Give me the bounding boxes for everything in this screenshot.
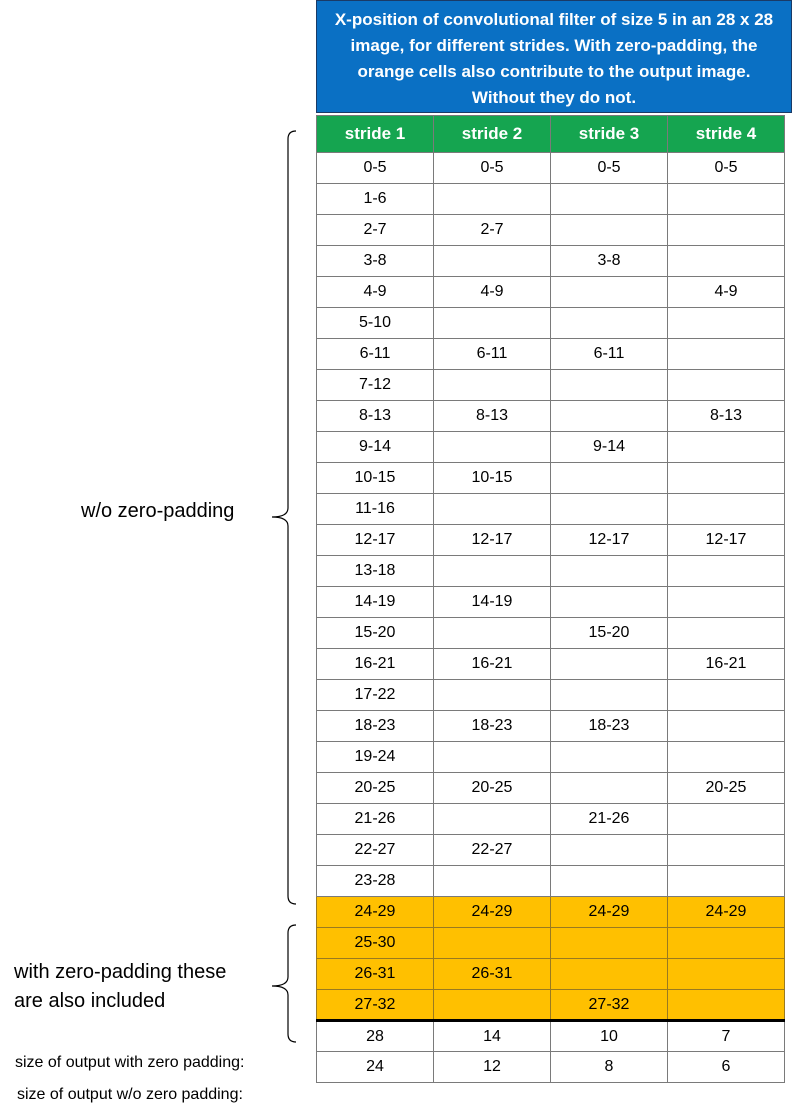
table-cell: 4-9 <box>434 277 551 308</box>
table-cell <box>551 866 668 897</box>
stride-table <box>316 115 785 1083</box>
table-row <box>317 432 785 463</box>
table-cell <box>551 370 668 401</box>
table-cell: 11-16 <box>317 494 434 525</box>
summary-label-without-padding: size of output w/o zero padding: <box>17 1086 243 1103</box>
table-row <box>317 742 785 773</box>
table-cell: 12-17 <box>434 525 551 556</box>
table-cell: 12 <box>434 1052 551 1083</box>
table-cell <box>434 556 551 587</box>
table-row <box>317 401 785 432</box>
table-cell <box>668 618 785 649</box>
table-cell <box>551 959 668 990</box>
table-cell <box>434 494 551 525</box>
header-stride-3: stride 3 <box>551 116 668 153</box>
table-cell: 24-29 <box>317 897 434 928</box>
with-padding-label: with zero-padding these are also included <box>14 961 227 1012</box>
table-cell <box>668 184 785 215</box>
table-cell <box>668 246 785 277</box>
table-cell <box>551 463 668 494</box>
table-cell: 0-5 <box>317 153 434 184</box>
padded-row <box>317 959 785 990</box>
table-cell: 12-17 <box>551 525 668 556</box>
table-row <box>317 556 785 587</box>
table-cell: 18-23 <box>434 711 551 742</box>
table-cell: 20-25 <box>434 773 551 804</box>
table-cell: 4-9 <box>317 277 434 308</box>
table-cell: 20-25 <box>317 773 434 804</box>
table-row <box>317 618 785 649</box>
table-cell <box>551 649 668 680</box>
table-cell <box>551 556 668 587</box>
table-cell <box>551 494 668 525</box>
table-cell <box>551 773 668 804</box>
table-row <box>317 246 785 277</box>
table-cell: 7-12 <box>317 370 434 401</box>
table-row <box>317 215 785 246</box>
table-cell <box>668 370 785 401</box>
table-row <box>317 587 785 618</box>
table-cell <box>668 928 785 959</box>
table-cell: 21-26 <box>317 804 434 835</box>
table-cell <box>434 184 551 215</box>
table-cell: 0-5 <box>434 153 551 184</box>
table-cell: 26-31 <box>317 959 434 990</box>
table-cell <box>668 804 785 835</box>
table-cell: 12-17 <box>317 525 434 556</box>
table-cell <box>668 339 785 370</box>
table-cell <box>551 742 668 773</box>
table-cell <box>551 680 668 711</box>
table-row <box>317 339 785 370</box>
table-cell: 3-8 <box>551 246 668 277</box>
table-cell: 8-13 <box>317 401 434 432</box>
table-row <box>317 680 785 711</box>
table-cell: 27-32 <box>317 990 434 1021</box>
table-row <box>317 494 785 525</box>
table-row <box>317 711 785 742</box>
table-cell: 0-5 <box>668 153 785 184</box>
table-cell: 1-6 <box>317 184 434 215</box>
table-cell: 3-8 <box>317 246 434 277</box>
table-cell: 22-27 <box>317 835 434 866</box>
padded-row <box>317 897 785 928</box>
header-stride-2: stride 2 <box>434 116 551 153</box>
table-cell: 17-22 <box>317 680 434 711</box>
table-cell <box>668 742 785 773</box>
table-cell: 8-13 <box>434 401 551 432</box>
table-cell <box>668 680 785 711</box>
table-cell: 12-17 <box>668 525 785 556</box>
table-cell: 10-15 <box>317 463 434 494</box>
header-stride-1: stride 1 <box>317 116 434 153</box>
table-cell <box>551 215 668 246</box>
table-cell: 9-14 <box>317 432 434 463</box>
table-cell <box>668 711 785 742</box>
table-cell <box>668 556 785 587</box>
table-cell <box>434 370 551 401</box>
table-cell <box>434 246 551 277</box>
no-padding-label: w/o zero-padding <box>81 500 235 522</box>
padding-brace <box>268 924 298 1044</box>
table-cell: 16-21 <box>317 649 434 680</box>
table-cell: 20-25 <box>668 773 785 804</box>
table-cell <box>551 277 668 308</box>
header-stride-4: stride 4 <box>668 116 785 153</box>
table-row <box>317 866 785 897</box>
table-row <box>317 804 785 835</box>
table-cell: 2-7 <box>434 215 551 246</box>
table-cell: 25-30 <box>317 928 434 959</box>
table-row <box>317 463 785 494</box>
table-title: X-position of convolutional filter of size 5 in an 28 x 28 image, for different strides. With zero-padding, the orange cells also contribute to the output image. Without they do not. <box>316 0 792 113</box>
table-body <box>317 153 785 1083</box>
table-cell <box>434 990 551 1021</box>
table-cell: 24 <box>317 1052 434 1083</box>
table-row <box>317 370 785 401</box>
summary-row <box>317 1021 785 1052</box>
table-cell <box>668 587 785 618</box>
table-cell <box>668 308 785 339</box>
table-cell: 2-7 <box>317 215 434 246</box>
table-cell <box>668 215 785 246</box>
table-cell: 13-18 <box>317 556 434 587</box>
table-row <box>317 525 785 556</box>
table-cell: 19-24 <box>317 742 434 773</box>
table-cell <box>434 928 551 959</box>
table-row <box>317 184 785 215</box>
table-cell <box>551 928 668 959</box>
padded-row <box>317 990 785 1021</box>
table-cell <box>668 835 785 866</box>
summary-row <box>317 1052 785 1083</box>
table-cell: 6 <box>668 1052 785 1083</box>
table-cell <box>434 680 551 711</box>
table-cell: 6-11 <box>434 339 551 370</box>
table-cell: 10-15 <box>434 463 551 494</box>
table-cell <box>434 308 551 339</box>
table-cell: 6-11 <box>551 339 668 370</box>
table-cell <box>551 308 668 339</box>
table-cell: 8 <box>551 1052 668 1083</box>
table-row <box>317 153 785 184</box>
table-cell <box>551 587 668 618</box>
table-cell <box>668 866 785 897</box>
table-cell: 14-19 <box>434 587 551 618</box>
table-cell <box>551 401 668 432</box>
table-cell <box>434 432 551 463</box>
table-cell: 24-29 <box>434 897 551 928</box>
table-cell <box>434 742 551 773</box>
table-cell <box>668 463 785 494</box>
table-cell: 14 <box>434 1021 551 1052</box>
table-cell <box>668 432 785 463</box>
table-cell <box>668 494 785 525</box>
table-cell <box>551 835 668 866</box>
table-cell: 15-20 <box>317 618 434 649</box>
header-row <box>317 116 785 153</box>
table-cell: 4-9 <box>668 277 785 308</box>
table-cell: 18-23 <box>317 711 434 742</box>
table-cell <box>434 804 551 835</box>
table-cell: 24-29 <box>668 897 785 928</box>
table-cell: 5-10 <box>317 308 434 339</box>
table-cell: 10 <box>551 1021 668 1052</box>
no-padding-brace <box>268 130 298 905</box>
table-cell <box>668 990 785 1021</box>
table-cell <box>434 618 551 649</box>
table-cell: 18-23 <box>551 711 668 742</box>
table-cell: 22-27 <box>434 835 551 866</box>
table-cell <box>434 866 551 897</box>
table-cell: 9-14 <box>551 432 668 463</box>
table-cell: 14-19 <box>317 587 434 618</box>
table-cell: 28 <box>317 1021 434 1052</box>
table-row <box>317 277 785 308</box>
summary-label-with-padding: size of output with zero padding: <box>15 1054 245 1071</box>
table-cell: 0-5 <box>551 153 668 184</box>
table-cell: 27-32 <box>551 990 668 1021</box>
table-cell: 16-21 <box>434 649 551 680</box>
table-cell: 15-20 <box>551 618 668 649</box>
table-cell: 7 <box>668 1021 785 1052</box>
table-row <box>317 308 785 339</box>
table-cell <box>551 184 668 215</box>
table-cell: 23-28 <box>317 866 434 897</box>
table-cell: 21-26 <box>551 804 668 835</box>
table-cell: 26-31 <box>434 959 551 990</box>
table-row <box>317 773 785 804</box>
table-cell: 6-11 <box>317 339 434 370</box>
table-cell: 16-21 <box>668 649 785 680</box>
table-cell: 24-29 <box>551 897 668 928</box>
table-cell: 8-13 <box>668 401 785 432</box>
table-row <box>317 835 785 866</box>
padded-row <box>317 928 785 959</box>
table-cell <box>668 959 785 990</box>
table-row <box>317 649 785 680</box>
